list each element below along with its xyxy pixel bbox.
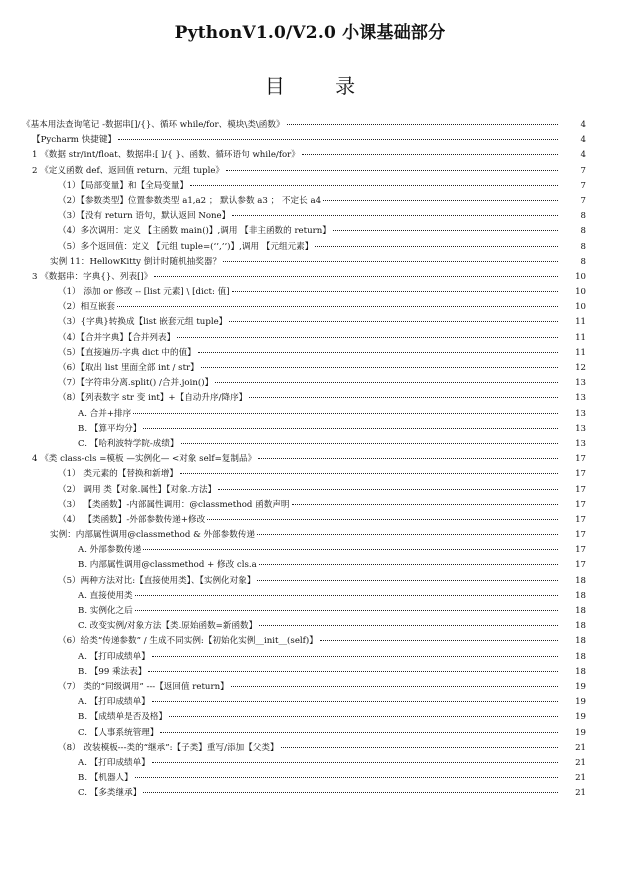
toc-page-number: 7 — [580, 180, 586, 191]
toc-page-number: 17 — [575, 484, 586, 495]
toc-entry-text: 2 《定义函数 def、返回值 return、元组 tuple》 — [32, 164, 225, 179]
toc-page-number: 11 — [575, 332, 586, 343]
toc-page-number: 17 — [575, 499, 586, 510]
toc-entry[interactable] — [0, 194, 620, 209]
toc-dot-leader — [207, 519, 558, 520]
toc-dot-leader — [135, 610, 558, 611]
toc-dot-leader — [257, 580, 558, 581]
toc-entry[interactable] — [0, 346, 620, 361]
toc-dot-leader — [218, 489, 558, 490]
toc-entry-text: （4）多次调用：定义 【主函数 main()】,调用 【非主函数的 return】 — [58, 224, 332, 239]
toc-page-number: 17 — [575, 560, 586, 571]
toc-entry[interactable] — [0, 680, 620, 695]
toc-entry[interactable] — [0, 164, 620, 179]
toc-page-number: 17 — [575, 514, 586, 525]
toc-page-number: 19 — [575, 712, 586, 723]
toc-entry-text: B. 【成绩单是否及格】 — [78, 710, 168, 725]
toc-page-number: 4 — [580, 120, 586, 130]
toc-entry-text: （1） 类元素的【替换和新增】 — [58, 467, 179, 482]
toc-entry-text: 《基本用法查询笔记 -数据串[]/{}、循环 while/for、模块\类\函数》 — [22, 118, 286, 133]
toc-page-number: 18 — [575, 590, 586, 601]
toc-page-number: 21 — [575, 742, 586, 753]
toc-entry[interactable] — [0, 467, 620, 482]
toc-entry[interactable] — [0, 574, 620, 589]
toc-dot-leader — [198, 352, 558, 353]
toc-page-number: 7 — [580, 195, 586, 206]
toc-page-number: 21 — [575, 773, 586, 784]
toc-entry[interactable] — [0, 224, 620, 239]
toc-entry-text: B. 【机器人】 — [78, 771, 134, 786]
toc-dot-leader — [292, 504, 558, 505]
toc-dot-leader — [135, 595, 558, 596]
toc-entry-text: A. 直接使用类 — [78, 589, 134, 604]
toc-page-number: 19 — [575, 727, 586, 738]
toc-dot-leader — [181, 443, 558, 444]
toc-entry[interactable] — [0, 422, 620, 437]
toc-dot-leader — [231, 686, 558, 687]
toc-dot-leader — [160, 732, 558, 733]
toc-page-number: 18 — [575, 606, 586, 616]
toc-entry-text: （6）【取出 list 里面全部 int / str】 — [58, 361, 200, 376]
toc-entry[interactable] — [0, 483, 620, 498]
toc-dot-leader — [152, 762, 558, 763]
toc-page-number: 11 — [575, 317, 586, 328]
toc-dot-leader — [169, 716, 558, 717]
toc-entry[interactable] — [0, 604, 620, 619]
toc-page-number: 17 — [575, 530, 586, 541]
toc-entry[interactable] — [0, 695, 620, 710]
toc-page-number: 13 — [575, 408, 586, 419]
toc-dot-leader — [118, 139, 558, 140]
toc-page-number: 10 — [575, 271, 586, 282]
toc-page-number: 8 — [580, 241, 586, 252]
toc-dot-leader — [223, 261, 558, 262]
toc-entry-text: （5）【直接遍历-字典 dict 中的值】 — [58, 346, 197, 361]
toc-entry-text: 【Pycharm 快捷键】 — [32, 133, 117, 148]
toc-entry[interactable] — [0, 619, 620, 634]
toc-entry[interactable] — [0, 543, 620, 558]
toc-entry-text: 实例 11：HellowKitty 倒计时随机抽奖器？ — [50, 255, 222, 270]
toc-entry[interactable] — [0, 315, 620, 330]
toc-entry-text: A. 合并+排序 — [78, 407, 132, 422]
toc-dot-leader — [154, 276, 558, 277]
toc-entry[interactable] — [0, 741, 620, 756]
toc-dot-leader — [143, 549, 558, 550]
toc-page-number: 11 — [575, 347, 586, 358]
toc-entry[interactable] — [0, 650, 620, 665]
toc-page-number: 17 — [575, 469, 586, 480]
toc-entry[interactable] — [0, 240, 620, 255]
toc-dot-leader — [258, 458, 558, 459]
toc-entry[interactable] — [0, 407, 620, 422]
toc-entry[interactable] — [0, 118, 620, 133]
toc-entry-text: （8）【列表数字 str 变 int】+【自动升序/降序】 — [58, 391, 248, 406]
toc-entry[interactable] — [0, 771, 620, 786]
toc-page-number: 18 — [575, 636, 586, 647]
toc-entry-text: C. 【人事系统管理】 — [78, 726, 159, 741]
toc-dot-leader — [287, 124, 558, 125]
toc-entry-text: （3）{字典}转换成【list 嵌套元组 tuple】 — [58, 315, 228, 330]
toc-page-number: 12 — [575, 363, 586, 373]
toc-dot-leader — [226, 170, 558, 171]
toc-entry[interactable] — [0, 255, 620, 270]
toc-entry-text: B. 【99 乘法表】 — [78, 665, 147, 680]
toc-entry-text: A. 外部参数传递 — [78, 543, 142, 558]
toc-page-number: 7 — [580, 165, 586, 176]
toc-entry-text: 4 《类 class-cls =模板 —实例化— <对象 self=复制品》 — [32, 452, 257, 467]
toc-entry[interactable] — [0, 437, 620, 452]
toc-dot-leader — [135, 777, 558, 778]
toc-page-number: 4 — [580, 135, 586, 146]
toc-entry[interactable] — [0, 786, 620, 801]
toc-entry[interactable] — [0, 209, 620, 224]
toc-heading: 目 录 — [264, 74, 378, 98]
toc-entry-text: （6）给类“传递参数” / 生成不同实例:【初始化实例__init__(self)】 — [58, 634, 319, 649]
toc-entry-text: （5）两种方法对比:【直接使用类】、【实例化对象】 — [58, 574, 256, 589]
toc-entry-text: （4） 【类函数】-外部参数传递+修改 — [58, 513, 206, 528]
toc-entry-text: 3 《数据串：字典{}、列表[]》 — [32, 270, 153, 285]
toc-entry-text: （1）【局部变量】和【全局变量】 — [58, 179, 189, 194]
toc-page-number: 18 — [575, 575, 586, 586]
toc-dot-leader — [315, 246, 558, 247]
toc-entry[interactable] — [0, 300, 620, 315]
toc-entry[interactable] — [0, 589, 620, 604]
toc-entry-text: （2）相互嵌套 — [58, 300, 116, 315]
toc-dot-leader — [320, 640, 558, 641]
toc-dot-leader — [333, 230, 558, 231]
toc-dot-leader — [229, 321, 558, 322]
toc-entry-text: B. 实例化之后 — [78, 604, 134, 619]
toc-entry-text: A. 【打印成绩单】 — [78, 650, 151, 665]
toc-page-number: 8 — [580, 226, 586, 237]
toc-page-number: 10 — [575, 287, 586, 298]
toc-page-number: 21 — [575, 788, 586, 799]
toc-entry-text: （5）多个返回值：定义 【元组 tuple=(‘’,’’)】,调用 【元组元素】 — [58, 240, 314, 255]
toc-dot-leader — [215, 382, 558, 383]
toc-entry-text: C. 改变实例/对象方法【类.原始函数=新函数】 — [78, 619, 258, 634]
toc-entry[interactable] — [0, 391, 620, 406]
toc-entry[interactable] — [0, 513, 620, 528]
toc-entry[interactable] — [0, 710, 620, 725]
toc-entry-text: C. 【多类继承】 — [78, 786, 142, 801]
toc-page-number: 18 — [575, 666, 586, 677]
toc-entry[interactable] — [0, 270, 620, 285]
toc-dot-leader — [143, 792, 558, 793]
toc-page-number: 19 — [575, 697, 586, 708]
toc-entry[interactable] — [0, 331, 620, 346]
toc-entry-text: A. 【打印成绩单】 — [78, 756, 151, 771]
toc-page-number: 13 — [575, 393, 586, 404]
table-of-contents — [0, 118, 620, 801]
toc-entry-text: （3） 【类函数】-内部属性调用：@classmethod 函数声明 — [58, 498, 291, 513]
toc-dot-leader — [259, 625, 558, 626]
toc-entry[interactable] — [0, 634, 620, 649]
toc-entry-text: 实例：内部属性调用@classmethod & 外部参数传递 — [50, 528, 256, 543]
toc-entry-text: B. 内部属性调用@classmethod + 修改 cls.a — [78, 558, 258, 573]
toc-entry-text: （2）【参数类型】位置参数类型 a1,a2 ； 默认参数 a3 ； 不定长 a4 — [58, 194, 322, 209]
document-title: PythonV1.0/V2.0 小课基础部分 — [174, 23, 446, 43]
toc-page-number: 8 — [580, 211, 586, 222]
toc-entry[interactable] — [0, 361, 620, 376]
toc-entry[interactable] — [0, 756, 620, 771]
toc-entry[interactable] — [0, 179, 620, 194]
toc-dot-leader — [152, 656, 558, 657]
toc-entry[interactable] — [0, 376, 620, 391]
toc-entry-text: 1 《数据 str/int/float、数据串:[ ]/{ }、函数、循环语句 while/for》 — [32, 148, 301, 163]
toc-dot-leader — [257, 534, 558, 535]
toc-dot-leader — [133, 413, 558, 414]
toc-page-number: 18 — [575, 651, 586, 662]
toc-dot-leader — [281, 747, 558, 748]
toc-entry[interactable] — [0, 665, 620, 680]
toc-entry[interactable] — [0, 285, 620, 300]
toc-dot-leader — [152, 701, 558, 702]
toc-entry-text: （7）【字符串分离.split() /合并.join()】 — [58, 376, 214, 391]
toc-dot-leader — [148, 671, 558, 672]
toc-dot-leader — [232, 291, 558, 292]
toc-entry-text: A. 【打印成绩单】 — [78, 695, 151, 710]
toc-page-number: 8 — [580, 256, 586, 267]
toc-page-number: 19 — [575, 681, 586, 692]
toc-dot-leader — [117, 306, 558, 307]
toc-dot-leader — [177, 337, 558, 338]
toc-entry[interactable] — [0, 726, 620, 741]
toc-entry[interactable] — [0, 148, 620, 163]
toc-page-number: 18 — [575, 621, 586, 632]
toc-dot-leader — [201, 367, 558, 368]
toc-entry-text: B. 【算平均分】 — [78, 422, 142, 437]
toc-dot-leader — [232, 215, 558, 216]
toc-entry-text: （3）【没有 return 语句，默认返回 None】 — [58, 209, 231, 224]
toc-dot-leader — [143, 428, 558, 429]
toc-page-number: 13 — [575, 378, 586, 389]
toc-entry-text: （1） 添加 or 修改 -- [list 元素] \ [dict: 值] — [58, 285, 231, 300]
toc-entry[interactable] — [0, 528, 620, 543]
toc-dot-leader — [249, 397, 558, 398]
toc-page-number: 17 — [575, 454, 586, 465]
toc-page-number: 10 — [575, 302, 586, 313]
toc-entry[interactable] — [0, 133, 620, 148]
toc-dot-leader — [259, 564, 558, 565]
toc-entry-text: （8） 改装模板---类的“继承”:【子类】重写/添加【父类】 — [58, 741, 280, 756]
toc-dot-leader — [302, 154, 558, 155]
toc-dot-leader — [323, 200, 558, 201]
toc-page-number: 4 — [580, 150, 586, 161]
toc-page-number: 13 — [575, 423, 586, 434]
toc-entry-text: （7） 类的“同级调用” ---【返回值 return】 — [58, 680, 230, 695]
toc-entry[interactable] — [0, 498, 620, 513]
toc-page-number: 13 — [575, 438, 586, 449]
toc-entry-text: C. 【哈利波特学院-成绩】 — [78, 437, 180, 452]
toc-entry[interactable] — [0, 452, 620, 467]
toc-entry[interactable] — [0, 558, 620, 573]
toc-page-number: 21 — [575, 757, 586, 768]
toc-dot-leader — [180, 473, 558, 474]
toc-page-number: 17 — [575, 545, 586, 556]
toc-entry-text: （4）【合并字典】【合并列表】 — [58, 331, 176, 346]
toc-dot-leader — [190, 185, 558, 186]
toc-entry-text: （2） 调用 类【对象.属性】【对象.方法】 — [58, 483, 217, 498]
